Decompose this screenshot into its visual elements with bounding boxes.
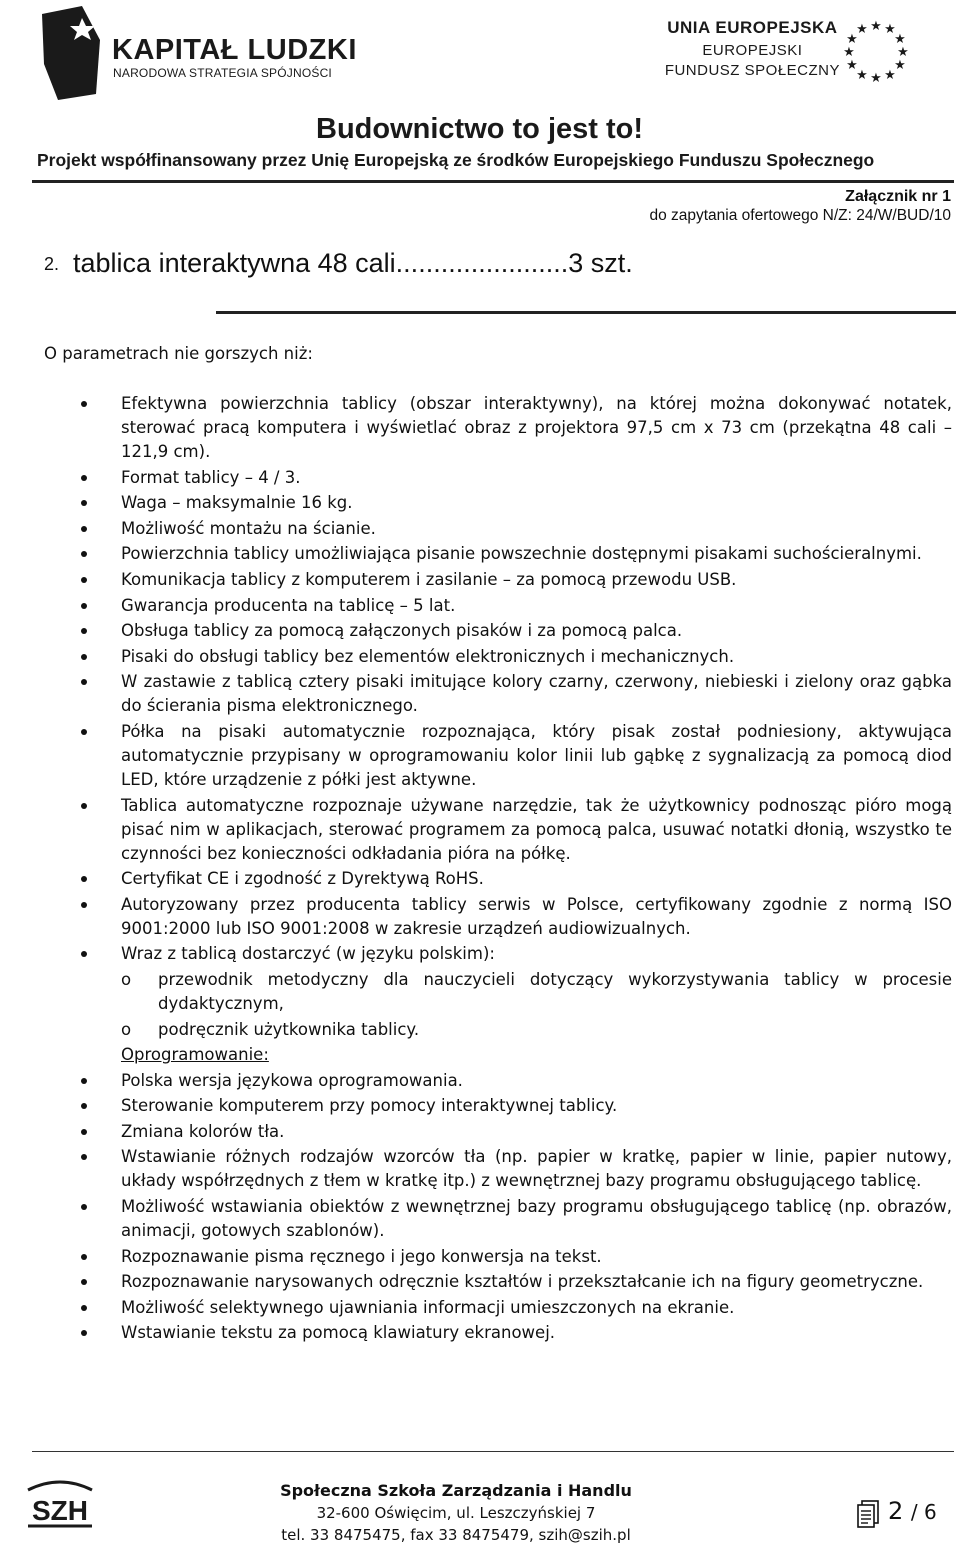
bullet-icon bbox=[81, 876, 87, 882]
list-item: Pisaki do obsługi tablicy bez elementów elektronicznych i mechanicznych. bbox=[0, 645, 960, 669]
logo-left-subtitle: NARODOWA STRATEGIA SPÓJNOŚCI bbox=[113, 66, 332, 80]
project-funding-line: Projekt współfinansowany przez Unię Europejską ze środków Europejskiego Funduszu Społecznego bbox=[37, 150, 875, 170]
bullet-icon bbox=[81, 1154, 87, 1160]
footer-divider bbox=[32, 1451, 954, 1452]
item-title: tablica interaktywna 48 cali.......................3 szt. bbox=[73, 248, 633, 278]
list-item: Sterowanie komputerem przy pomocy interaktywnej tablicy. bbox=[0, 1094, 960, 1118]
bullet-icon bbox=[81, 951, 87, 957]
svg-text:★: ★ bbox=[846, 32, 858, 47]
eu-logo-text bbox=[665, 18, 840, 79]
sub-marker: o bbox=[121, 1019, 132, 1039]
kapital-ludzki-logo-icon bbox=[38, 4, 104, 102]
list-item: Powierzchnia tablicy umożliwiająca pisanie powszechnie dostępnymi pisakami suchościeralnymi. bbox=[0, 542, 960, 566]
list-item: Gwarancja producenta na tablicę – 5 lat. bbox=[0, 594, 960, 618]
bullet-icon bbox=[81, 1078, 87, 1084]
bullet-icon bbox=[81, 1305, 87, 1311]
list-item: Półka na pisaki automatycznie rozpoznająca, który pisak został podniesiony, aktywująca automatycznie przypisany w oprogramowaniu kolor linii lub gąbkę z sygnalizacją za pomocą diod LED, które urządzenie z półki jest aktywne. bbox=[0, 720, 960, 792]
list-item: Wstawianie tekstu za pomocą klawiatury ekranowej. bbox=[0, 1321, 960, 1345]
list-item: Waga – maksymalnie 16 kg. bbox=[0, 491, 960, 515]
bullet-icon bbox=[81, 401, 87, 407]
bullet-icon bbox=[81, 500, 87, 506]
bullet-icon bbox=[81, 1279, 87, 1285]
svg-text:★: ★ bbox=[843, 45, 855, 60]
document-pages-icon bbox=[856, 1499, 880, 1529]
eu-line-1: UNIA EUROPEJSKA bbox=[667, 18, 838, 37]
list-item: Wstawianie różnych rodzajów wzorców tła (np. papier w kratkę, papier w linie, papier nutowy, układy współrzędnych z tłem w kratkę itp.) z wewnętrznej bazy programu obsługującego tablicę. bbox=[0, 1145, 960, 1193]
spec-list bbox=[0, 392, 960, 1347]
footer-org: Społeczna Szkoła Zarządzania i Handlu bbox=[280, 1481, 632, 1500]
bullet-icon bbox=[81, 1330, 87, 1336]
bullet-icon bbox=[81, 1204, 87, 1210]
svg-text:★: ★ bbox=[884, 68, 896, 83]
list-item: Format tablicy – 4 / 3. bbox=[0, 466, 960, 490]
svg-text:★: ★ bbox=[894, 32, 906, 47]
bullet-icon bbox=[81, 902, 87, 908]
slogan: Budownictwo to jest to! bbox=[316, 113, 644, 145]
svg-text:★: ★ bbox=[894, 58, 906, 73]
eu-stars-icon bbox=[836, 18, 916, 84]
bullet-icon bbox=[81, 729, 87, 735]
eu-line-2: EUROPEJSKI bbox=[702, 42, 803, 59]
szh-logo-text: SZH bbox=[32, 1495, 88, 1526]
sub-list-item: o przewodnik metodyczny dla nauczycieli dotyczący wykorzystywania tablicy w procesie dydaktycznym, bbox=[121, 969, 952, 1013]
svg-text:★: ★ bbox=[856, 68, 868, 83]
bullet-icon bbox=[81, 603, 87, 609]
bullet-icon bbox=[81, 803, 87, 809]
header-divider bbox=[32, 180, 954, 183]
bullet-icon bbox=[81, 628, 87, 634]
list-item: Możliwość selektywnego ujawniania informacji umieszczonych na ekranie. bbox=[0, 1296, 960, 1320]
page-total: / 6 bbox=[910, 1500, 937, 1524]
bullet-icon bbox=[81, 679, 87, 685]
annex-reference bbox=[649, 188, 951, 225]
page-header bbox=[0, 0, 960, 190]
list-item: W zastawie z tablicą cztery pisaki imitujące kolory czarny, czerwony, niebieski i zielony oraz gąbka do ścierania pisma elektronicznego. bbox=[0, 670, 960, 718]
bullet-icon bbox=[81, 1129, 87, 1135]
list-item: Autoryzowany przez producenta tablicy serwis w Polsce, certyfikowany zgodnie z normą ISO 9001:2000 lub ISO 9001:2008 w zakresie urządzeń audiowizualnych. bbox=[0, 893, 960, 941]
list-item: Obsługa tablicy za pomocą załączonych pisaków i za pomocą palca. bbox=[0, 619, 960, 643]
footer-address: 32-600 Oświęcim, ul. Leszczyńskiej 7 bbox=[316, 1504, 596, 1522]
list-item: Rozpoznawanie narysowanych odręcznie kształtów i przekształcanie ich na figury geometryczne. bbox=[0, 1270, 960, 1294]
title-divider bbox=[216, 311, 956, 314]
svg-text:★: ★ bbox=[846, 58, 858, 73]
svg-text:★: ★ bbox=[897, 45, 909, 60]
intro-text: O parametrach nie gorszych niż: bbox=[44, 344, 313, 363]
footer-contact: tel. 33 8475475, fax 33 8475479, szih@szih.pl bbox=[281, 1526, 631, 1544]
list-item: Tablica automatyczne rozpoznaje używane narzędzie, tak że użytkownicy podnosząc pióro mogą pisać nim w aplikacjach, sterować programem za pomocą palca, usuwać notatki dłonią, wszystko te czynności bez konieczności odkładania pióra na półkę. bbox=[0, 794, 960, 866]
list-item: Zmiana kolorów tła. bbox=[0, 1120, 960, 1144]
list-item: Możliwość montażu na ścianie. bbox=[0, 517, 960, 541]
eu-line-3: FUNDUSZ SPOŁECZNY bbox=[664, 62, 840, 79]
item-heading bbox=[44, 248, 633, 279]
logo-left-title: KAPITAŁ LUDZKI bbox=[112, 34, 357, 66]
svg-text:★: ★ bbox=[870, 19, 882, 34]
page-number bbox=[888, 1497, 937, 1525]
page-current: 2 bbox=[888, 1497, 904, 1525]
sub-marker: o bbox=[121, 969, 132, 989]
svg-text:★: ★ bbox=[884, 22, 896, 37]
software-heading: Oprogramowanie: bbox=[121, 1045, 269, 1065]
bullet-icon bbox=[81, 475, 87, 481]
item-number: 2. bbox=[44, 254, 60, 274]
list-item: Możliwość wstawiania obiektów z wewnętrznej bazy programu obsługującego tablicę (np. obrazów, animacji, gotowych szablonów). bbox=[0, 1195, 960, 1243]
list-item: Efektywna powierzchnia tablicy (obszar interaktywny), na której można dokonywać notatek, sterować pracą komputera i wyświetlać obraz z projektora 97,5 cm x 73 cm (przekątna 48 cali – 121,9 cm). bbox=[0, 392, 960, 464]
list-item: Rozpoznawanie pisma ręcznego i jego konwersja na tekst. bbox=[0, 1245, 960, 1269]
sub-list-item: o podręcznik użytkownika tablicy. bbox=[0, 1018, 960, 1042]
list-item: Certyfikat CE i zgodność z Dyrektywą RoHS. bbox=[0, 867, 960, 891]
list-item: Polska wersja językowa oprogramowania. bbox=[0, 1069, 960, 1093]
footer-info bbox=[0, 1480, 912, 1546]
bullet-icon bbox=[81, 526, 87, 532]
bullet-icon bbox=[81, 654, 87, 660]
bullet-icon bbox=[81, 1254, 87, 1260]
bullet-icon bbox=[81, 577, 87, 583]
list-item: Wraz z tablicą dostarczyć (w języku polskim): bbox=[0, 942, 960, 966]
bullet-icon bbox=[81, 1103, 87, 1109]
svg-text:★: ★ bbox=[870, 71, 882, 84]
annex-title: Załącznik nr 1 bbox=[845, 188, 951, 205]
list-item: Komunikacja tablicy z komputerem i zasilanie – za pomocą przewodu USB. bbox=[0, 568, 960, 592]
bullet-icon bbox=[81, 551, 87, 557]
annex-number: do zapytania ofertowego N/Z: 24/W/BUD/10 bbox=[649, 207, 951, 224]
svg-text:★: ★ bbox=[856, 22, 868, 37]
